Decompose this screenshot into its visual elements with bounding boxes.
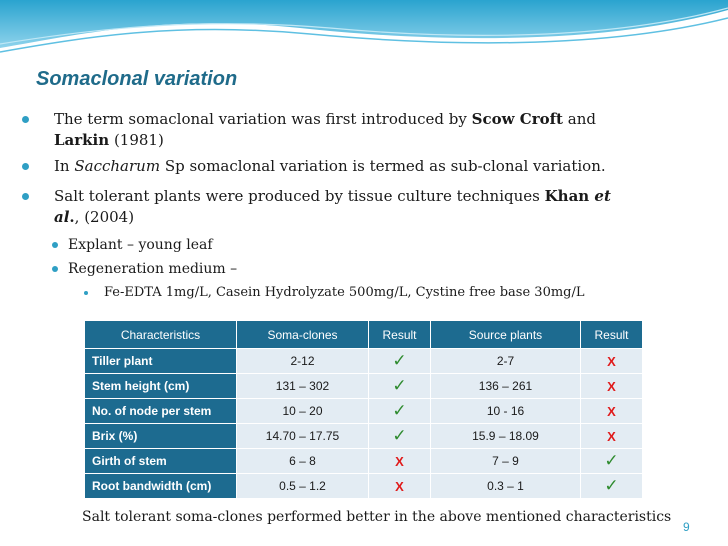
soma-value: 131 – 302 bbox=[237, 374, 369, 399]
bullet-dot-icon bbox=[52, 242, 58, 248]
source-value: 15.9 – 18.09 bbox=[431, 424, 581, 449]
header-wave-decoration bbox=[0, 0, 728, 62]
header-result: Result bbox=[581, 321, 643, 349]
table-row bbox=[85, 449, 643, 474]
bullet-dot-icon bbox=[22, 116, 29, 123]
check-icon: ✓ bbox=[369, 349, 431, 374]
header-soma-clones: Soma-clones bbox=[237, 321, 369, 349]
header-source-plants: Source plants bbox=[431, 321, 581, 349]
row-label: No. of node per stem bbox=[85, 399, 237, 424]
header-characteristics: Characteristics bbox=[85, 321, 237, 349]
page-number: 9 bbox=[683, 520, 690, 534]
table-caption: Salt tolerant soma-clones performed better in the above mentioned characteristics bbox=[82, 509, 672, 525]
slide-title: Somaclonal variation bbox=[36, 68, 238, 90]
cross-icon: X bbox=[369, 449, 431, 474]
comparison-table bbox=[84, 320, 643, 499]
bullet-dot-icon bbox=[22, 193, 29, 200]
cross-icon: X bbox=[581, 374, 643, 399]
cross-icon: X bbox=[581, 424, 643, 449]
check-icon: ✓ bbox=[369, 424, 431, 449]
cross-icon: X bbox=[369, 474, 431, 499]
row-label: Brix (%) bbox=[85, 424, 237, 449]
check-icon: ✓ bbox=[369, 399, 431, 424]
table-header-row bbox=[85, 321, 643, 349]
source-value: 136 – 261 bbox=[431, 374, 581, 399]
table-row bbox=[85, 349, 643, 374]
table-row bbox=[85, 374, 643, 399]
row-label: Girth of stem bbox=[85, 449, 237, 474]
table-row bbox=[85, 399, 643, 424]
soma-value: 2-12 bbox=[237, 349, 369, 374]
check-icon: ✓ bbox=[369, 374, 431, 399]
source-value: 10 - 16 bbox=[431, 399, 581, 424]
bullet-dot-icon bbox=[52, 266, 58, 272]
source-value: 7 – 9 bbox=[431, 449, 581, 474]
table-row bbox=[85, 424, 643, 449]
bullet-dot-icon bbox=[22, 163, 29, 170]
soma-value: 6 – 8 bbox=[237, 449, 369, 474]
source-value: 0.3 – 1 bbox=[431, 474, 581, 499]
row-label: Stem height (cm) bbox=[85, 374, 237, 399]
soma-value: 10 – 20 bbox=[237, 399, 369, 424]
table-row bbox=[85, 474, 643, 499]
source-value: 2-7 bbox=[431, 349, 581, 374]
soma-value: 14.70 – 17.75 bbox=[237, 424, 369, 449]
bullet-dot-icon bbox=[84, 291, 88, 295]
check-icon: ✓ bbox=[581, 449, 643, 474]
row-label: Root bandwidth (cm) bbox=[85, 474, 237, 499]
header-result: Result bbox=[369, 321, 431, 349]
cross-icon: X bbox=[581, 349, 643, 374]
soma-value: 0.5 – 1.2 bbox=[237, 474, 369, 499]
check-icon: ✓ bbox=[581, 474, 643, 499]
row-label: Tiller plant bbox=[85, 349, 237, 374]
cross-icon: X bbox=[581, 399, 643, 424]
